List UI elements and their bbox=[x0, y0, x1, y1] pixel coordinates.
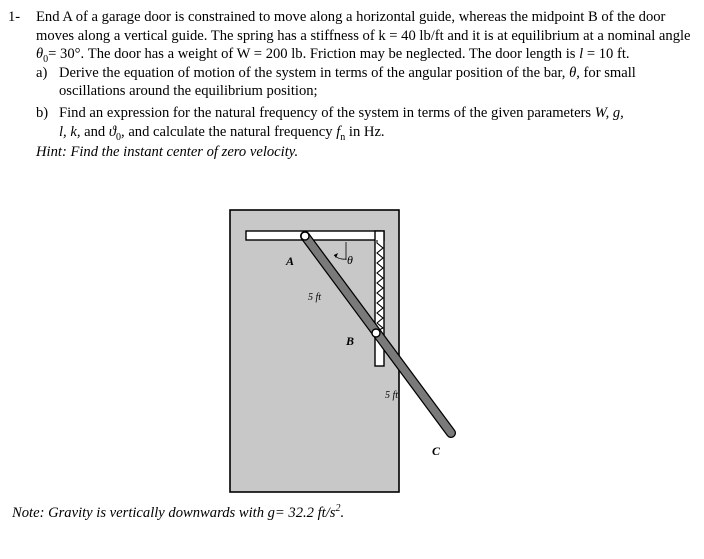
part-b-theta-subscript: 0 bbox=[116, 131, 122, 143]
label-dim-lower: 5 ft bbox=[385, 390, 399, 401]
part-b-params-1: W, g, bbox=[594, 104, 624, 121]
problem-number: 1- bbox=[8, 9, 21, 25]
part-b-text-4: in Hz. bbox=[345, 123, 385, 140]
label-c: C bbox=[432, 444, 441, 458]
theta0-symbol: θ bbox=[36, 46, 44, 63]
part-b-fn: f bbox=[336, 123, 341, 140]
intro-part-3: = 10 ft. bbox=[583, 46, 630, 63]
pin-b bbox=[372, 329, 380, 337]
part-a-label: a) bbox=[36, 64, 48, 81]
gravity-note bbox=[12, 504, 344, 523]
part-b-params-2: l, k, bbox=[59, 123, 81, 140]
note-superscript: 2 bbox=[335, 503, 341, 515]
part-b-label: b) bbox=[36, 104, 49, 121]
part-b-theta: ϑ bbox=[108, 123, 117, 140]
length-symbol: l bbox=[579, 46, 584, 63]
part-b-text-2: and bbox=[80, 123, 109, 140]
part-a-theta: θ bbox=[569, 64, 577, 81]
label-dim-upper: 5 ft bbox=[308, 292, 322, 303]
label-a: A bbox=[286, 254, 295, 268]
part-b-text-1: Find an expression for the natural frequency of the system in terms of the given parameters bbox=[59, 104, 595, 121]
hint-text: Hint: Find the instant center of zero velocity. bbox=[36, 144, 299, 161]
horizontal-guide bbox=[246, 231, 384, 240]
intro-part-2: = 30°. The door has a weight of W = 200 lb. Friction may be neglected. The door length is bbox=[48, 46, 580, 63]
label-theta: θ bbox=[347, 253, 353, 267]
part-b-text-3: , and calculate the natural frequency bbox=[121, 123, 337, 140]
theta0-subscript: 0 bbox=[43, 54, 49, 66]
part-a-text-1: Derive the equation of motion of the system in terms of the angular position of the bar, bbox=[59, 64, 570, 81]
note-text-1: Note: Gravity is vertically downwards with g= 32.2 ft/s bbox=[12, 505, 336, 521]
part-b-fn-subscript: n bbox=[340, 131, 346, 143]
note-text-2: . bbox=[340, 505, 345, 521]
part-a-text-2: , for small oscillations around the equilibrium position; bbox=[59, 64, 636, 100]
label-b: B bbox=[346, 334, 355, 348]
intro-part-1: End A of a garage door is constrained to move along a horizontal guide, whereas the midpoint B of the door moves along a vertical guide. The spring has a stiffness of k = 40 lb/ft and it is at equilibrium at a nominal angle bbox=[36, 9, 691, 44]
pin-a bbox=[301, 232, 309, 240]
